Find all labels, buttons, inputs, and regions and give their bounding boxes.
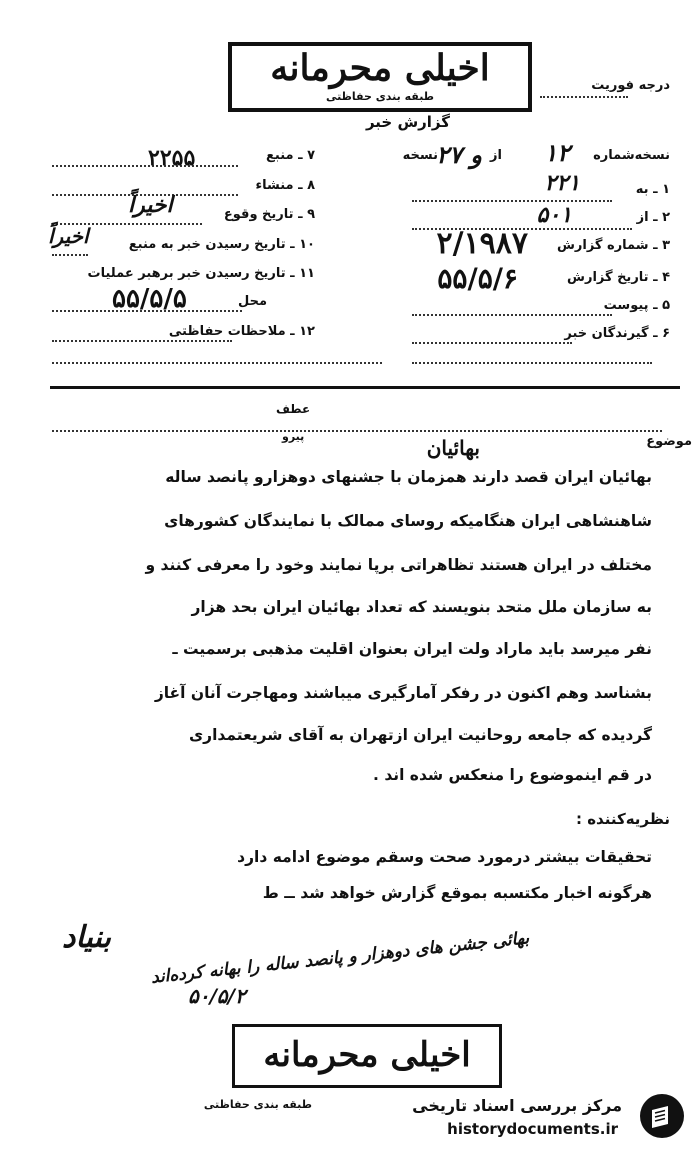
security-notes-line	[52, 340, 232, 342]
urgency-label: درجه فوریت	[591, 78, 670, 93]
bottom-stamp-text: اخیلی محرمانه	[263, 1035, 471, 1075]
leader-receipt-date-label: ۱۱ ـ تاریخ رسیدن خبر برهبر عملیات	[87, 266, 315, 281]
body-line-3: مختلف در ایران هستند تظاهراتی برپا نمایند وخود را معرفی کنند و	[145, 556, 652, 574]
top-stamp-subtitle: طبقه بندی حفاظتی	[325, 90, 435, 103]
handwritten-note: بهائی جشن های دوهزار و پانصد ساله را بهانه کرده‌اند	[149, 928, 531, 988]
reference-line	[52, 430, 662, 432]
security-notes-line-2	[52, 362, 382, 364]
reference-label: عطف	[276, 402, 311, 416]
source-receipt-date-value: اخیراً	[48, 224, 89, 248]
source-receipt-date-line	[52, 254, 88, 256]
source-value: ۲۲۵۵	[148, 145, 196, 171]
report-number-label: ۳ ـ شماره گزارش	[556, 238, 670, 253]
occurrence-date-label: ۹ ـ تاریخ وقوع	[223, 207, 315, 222]
from-label: ۲ ـ از	[636, 210, 670, 225]
to-label: ۱ ـ به	[635, 182, 670, 197]
opinion-line-2: هرگونه اخبار مکتسبه بموقع گزارش خواهد شد ــ ط	[262, 884, 652, 902]
subject-value: بهائیان	[426, 436, 480, 460]
bottom-classification-stamp	[232, 1024, 502, 1088]
report-date-label: ۴ ـ تاریخ گزارش	[567, 270, 670, 285]
body-line-6: بشناسد وهم اکنون در رفکر آمارگیری میباشند ومهاجرت آنان آغاز	[154, 684, 652, 702]
to-value: ۲۲۱	[544, 170, 580, 196]
handwritten-word: بنیاد	[62, 920, 111, 955]
watermark-title: مرکز بررسی اسناد تاریخی	[412, 1096, 622, 1115]
opinion-label: نظریه‌کننده :	[575, 810, 670, 828]
report-number-value: ۲/۱۹۸۷	[436, 226, 528, 261]
body-line-1: بهائیان ایران قصد دارند همزمان با جشنهای دوهزارو پانصد ساله	[165, 468, 652, 486]
recipients-line	[412, 342, 572, 344]
subject-label: موضوع	[646, 434, 692, 449]
location-label: محل	[237, 294, 267, 309]
location-value: ۵۵/۵/۵	[112, 284, 187, 314]
security-notes-label: ۱۲ ـ ملاحظات حفاظتی	[168, 324, 315, 339]
body-line-4: به سازمان ملل متحد بنویسند که تعداد بهائیان ایران بحد هزار	[191, 598, 652, 616]
from-value: ۵۰۱	[536, 202, 572, 228]
copy-number-value: ۱۲	[544, 138, 570, 167]
urgency-line	[540, 96, 628, 98]
body-line-8: در قم اینموضوع را منعکس شده اند .	[373, 766, 652, 784]
source-line	[52, 165, 238, 167]
body-line-2: شاهنشاهی ایران هنگامیکه روسای ممالک با نمایندگان کشورهای	[164, 512, 652, 530]
origin-label: ۸ ـ منشاء	[255, 178, 315, 193]
attachment-label: ۵ ـ پیوست	[603, 298, 670, 313]
copy-suffix-label: نسخه	[402, 148, 438, 163]
header-divider	[50, 386, 680, 389]
recipients-line-2	[412, 362, 652, 364]
body-line-5: نفر میرسد باید ماراد ولت ایران بعنوان اقلیت مذهبی برسمیت ـ	[172, 640, 652, 658]
opinion-line-1: تحقیقات بیشتر درمورد صحت وسقم موضوع ادامه دارد	[237, 848, 652, 866]
body-line-7: گردیده که جامعه روحانیت ایران ازتهران به آقای شریعتمداری	[188, 726, 652, 744]
attachment-line	[412, 314, 612, 316]
handwritten-date: ۵۰/۵/۲	[188, 984, 246, 1008]
report-title: گزارش خبر	[365, 113, 450, 131]
footer-classification: طبقه بندی حفاظتی	[203, 1098, 312, 1111]
top-classification-stamp	[228, 42, 532, 112]
source-receipt-date-label: ۱۰ ـ تاریخ رسیدن خبر به منبع	[128, 237, 315, 252]
followup-label: پیرو	[282, 430, 305, 443]
copy-number-label: نسخه‌شماره	[593, 148, 670, 163]
watermark-url: historydocuments.ir	[447, 1120, 618, 1138]
recipients-label: ۶ ـ گیرندگان خبر	[564, 326, 670, 341]
to-line	[412, 200, 612, 202]
copy-of-label: از	[490, 148, 502, 163]
occurrence-date-value: اخیراً	[128, 192, 173, 218]
source-label: ۷ ـ منبع	[266, 148, 315, 163]
archive-logo-mark-icon	[646, 1100, 678, 1132]
report-date-value: ۵۵/۵/۶	[437, 262, 518, 295]
copy-total-value: و ۲۷	[436, 140, 482, 169]
top-stamp-text: اخیلی محرمانه	[270, 47, 490, 89]
